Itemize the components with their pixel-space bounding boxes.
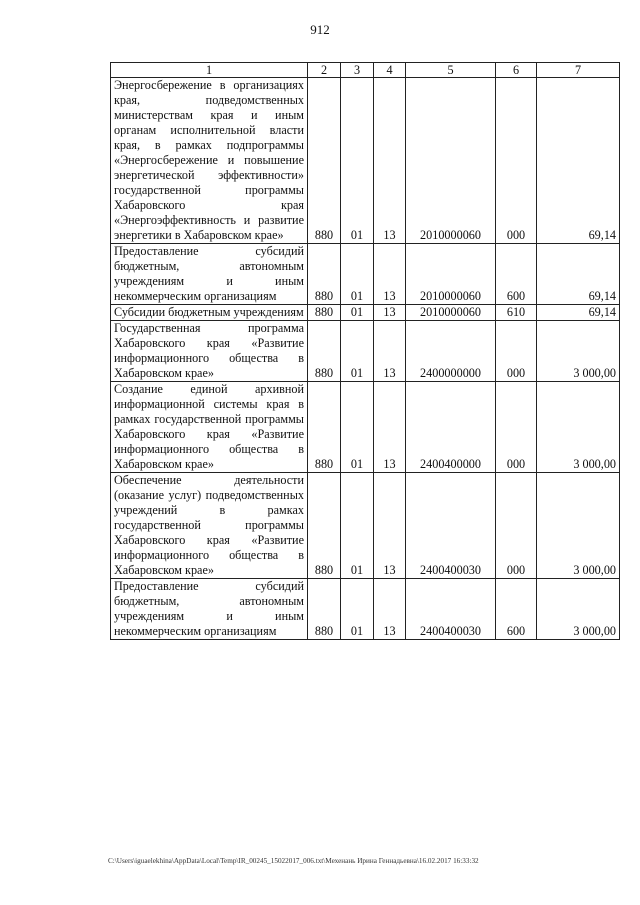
header-col-6: 6 — [496, 63, 537, 78]
row-rz: 01 — [341, 244, 374, 305]
row-vr: 000 — [496, 78, 537, 244]
row-amount: 3 000,00 — [537, 473, 620, 579]
row-amount: 69,14 — [537, 78, 620, 244]
header-col-5: 5 — [406, 63, 496, 78]
row-pr: 13 — [374, 473, 406, 579]
header-col-2: 2 — [308, 63, 341, 78]
header-col-1: 1 — [111, 63, 308, 78]
row-grbs: 880 — [308, 321, 341, 382]
row-grbs: 880 — [308, 473, 341, 579]
table-row — [111, 382, 620, 473]
row-rz: 01 — [341, 305, 374, 321]
row-vr: 000 — [496, 473, 537, 579]
row-csr: 2400400030 — [406, 473, 496, 579]
row-amount: 3 000,00 — [537, 382, 620, 473]
table-row — [111, 473, 620, 579]
row-csr: 2010000060 — [406, 244, 496, 305]
row-pr: 13 — [374, 305, 406, 321]
row-csr: 2010000060 — [406, 305, 496, 321]
row-rz: 01 — [341, 78, 374, 244]
header-col-7: 7 — [537, 63, 620, 78]
row-name: Обеспечение деятельности (оказание услуг) подведомственных учреждений в рамках государственной программы Хабаровского края «Развитие информационного общества в Хабаровском крае» — [111, 473, 308, 579]
row-rz: 01 — [341, 579, 374, 640]
row-pr: 13 — [374, 382, 406, 473]
row-grbs: 880 — [308, 382, 341, 473]
page-number: 912 — [310, 22, 330, 37]
header-col-3: 3 — [341, 63, 374, 78]
row-vr: 000 — [496, 321, 537, 382]
row-name: Государственная программа Хабаровского края «Развитие информационного общества в Хабаровском крае» — [111, 321, 308, 382]
row-vr: 600 — [496, 244, 537, 305]
row-rz: 01 — [341, 321, 374, 382]
table-row — [111, 244, 620, 305]
budget-table — [110, 62, 620, 640]
row-name: Энергосбережение в организациях края, подведомственных министерствам края и иным органам исполнительной власти края, в рамках подпрограммы «Энергосбережение и повышение энергетической эффективности» государственной программы Хабаровского края «Энергоэффективность и развитие энергетики в Хабаровском крае» — [111, 78, 308, 244]
row-grbs: 880 — [308, 305, 341, 321]
row-pr: 13 — [374, 244, 406, 305]
row-amount: 3 000,00 — [537, 579, 620, 640]
row-vr: 600 — [496, 579, 537, 640]
row-name: Создание единой архивной информационной системы края в рамках государственной программы Хабаровского края «Развитие информационного общества в Хабаровском крае» — [111, 382, 308, 473]
row-pr: 13 — [374, 78, 406, 244]
file-path-footer: C:\Users\iguaelekhina\AppData\Local\Temp\IR_00245_15022017_006.txt\Мехенань Ирина Геннадьевна\16.02.2017 16:33:32 — [108, 857, 479, 865]
row-grbs: 880 — [308, 244, 341, 305]
header-col-4: 4 — [374, 63, 406, 78]
table-row — [111, 321, 620, 382]
row-rz: 01 — [341, 382, 374, 473]
table-row — [111, 579, 620, 640]
row-name: Субсидии бюджетным учреждениям — [111, 305, 308, 321]
header-row — [111, 63, 620, 78]
row-csr: 2400000000 — [406, 321, 496, 382]
table-row — [111, 305, 620, 321]
row-csr: 2010000060 — [406, 78, 496, 244]
table-row — [111, 78, 620, 244]
row-amount: 69,14 — [537, 305, 620, 321]
row-name: Предоставление субсидий бюджетным, автономным учреждениям и иным некоммерческим организациям — [111, 244, 308, 305]
row-pr: 13 — [374, 579, 406, 640]
row-vr: 610 — [496, 305, 537, 321]
row-amount: 3 000,00 — [537, 321, 620, 382]
row-pr: 13 — [374, 321, 406, 382]
row-name: Предоставление субсидий бюджетным, автономным учреждениям и иным некоммерческим организациям — [111, 579, 308, 640]
row-rz: 01 — [341, 473, 374, 579]
row-vr: 000 — [496, 382, 537, 473]
row-csr: 2400400030 — [406, 579, 496, 640]
row-csr: 2400400000 — [406, 382, 496, 473]
row-amount: 69,14 — [537, 244, 620, 305]
row-grbs: 880 — [308, 579, 341, 640]
row-grbs: 880 — [308, 78, 341, 244]
